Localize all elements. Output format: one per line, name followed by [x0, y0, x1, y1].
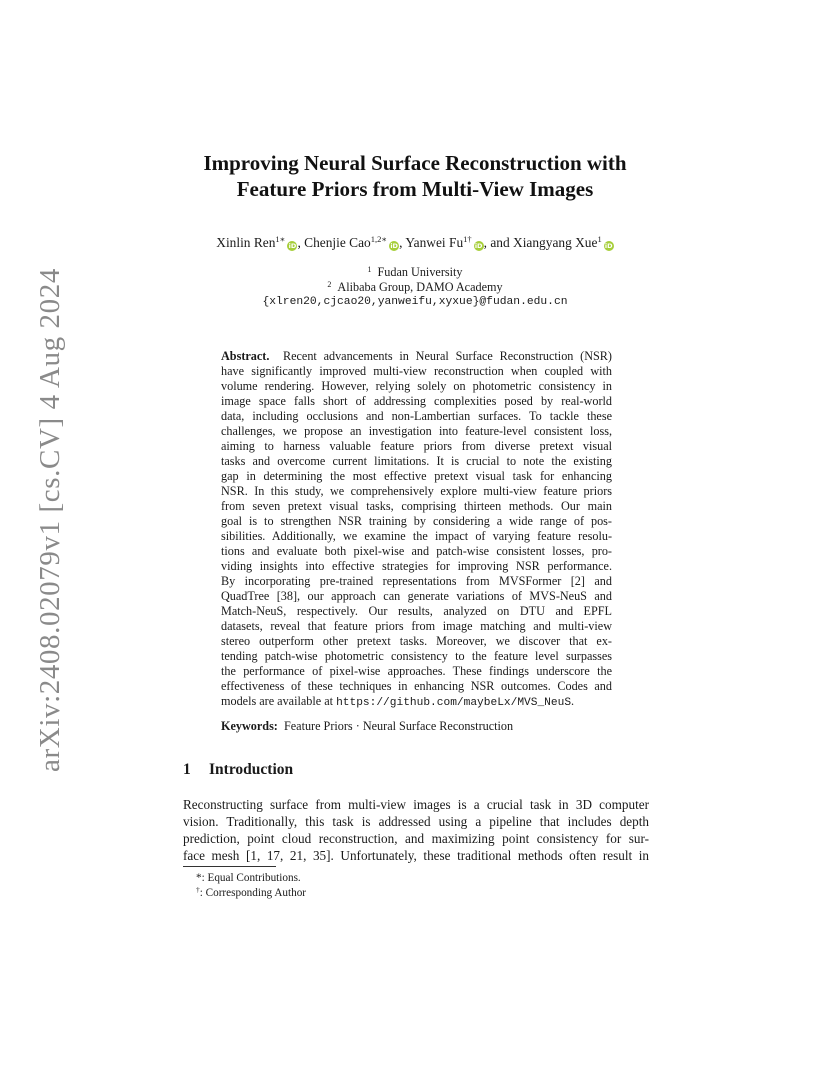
body-line: face mesh [1, 17, 21, 35]. Unfortunately, these traditional methods often result in	[183, 848, 649, 863]
keywords-label: Keywords:	[221, 719, 278, 733]
author-emails[interactable]: {xlren20,cjcao20,yanweifu,xyxue}@fudan.edu.cn	[262, 296, 568, 308]
abstract-line: effectiveness of these techniques in enhancing NSR outcomes. Codes and	[221, 679, 612, 693]
footnote: †: Corresponding Author	[196, 885, 307, 899]
footnote-rule	[183, 866, 276, 867]
affiliation: $^1$ Fudan University	[367, 265, 463, 279]
abstract-label: Abstract.	[221, 349, 270, 363]
section-number: 1	[183, 761, 191, 778]
abstract-line: the performance of pixel-wise approaches. These findings underscore the	[221, 664, 612, 678]
abstract-line: aiming to harness valuable feature priors from diverse pretext visual	[221, 439, 612, 453]
author: Xinlin Ren$^{1∗}$iD	[216, 234, 297, 250]
abstract-line: stereo outperform other pretext tasks. Moreover, we discover that ex-	[221, 634, 612, 648]
abstract-line: viding insights into effective strategies for improving NSR performance.	[221, 559, 612, 573]
author: Yanwei $Fu^{1\dagger}iD$	[405, 234, 483, 250]
author: Chenjie Cao$^{1,2∗}$iD	[304, 234, 398, 250]
footnote: *: Equal Contributions.	[196, 872, 301, 884]
abstract-line: models are available at https://github.com/maybeLx/MVS_NeuS.	[221, 694, 575, 709]
abstract-line: Abstract. Recent advancements in Neural Surface Reconstruction (NSR)	[221, 349, 612, 363]
affiliation: $^2$ Alibaba Group, DAMO Academy	[327, 280, 503, 294]
keywords	[221, 719, 513, 734]
abstract-line: goal is to strengthen NSR training by considering a wide range of pos-	[221, 514, 612, 528]
abstract-line: sibilities. Additionally, we examine the impact of varying feature resolu-	[221, 529, 612, 543]
abstract-line: tions and evaluate both pixel-wise and patch-wise consistent losses, pro-	[221, 544, 612, 558]
arxiv-identifier: arXiv:2408.02079v1 [cs.CV] 4 Aug 2024	[34, 268, 66, 772]
section-heading	[183, 761, 293, 779]
abstract-line: datasets, reveal that feature priors from image matching and multi-view	[221, 619, 612, 633]
abstract-line: challenges, we propose an investigation into feature-level consistent loss,	[221, 424, 612, 438]
paper-title	[150, 150, 680, 202]
author: Xiangyang Xue$^1$iD	[513, 234, 613, 250]
abstract-line: QuadTree [38], our approach can generate variations of MVS-NeuS and	[221, 589, 612, 603]
abstract-line: data, including occlusions and non-Lambertian surfaces. To tackle these	[221, 409, 612, 423]
body-line: vision. Traditionally, this task is addressed using a pipeline that includes depth	[183, 814, 649, 829]
abstract-line: NSR. In this study, we comprehensively explore multi-view feature priors	[221, 484, 612, 498]
body-line: prediction, point cloud reconstruction, and maximizing point consistency for sur-	[183, 831, 649, 846]
orcid-icon[interactable]: iD	[390, 242, 398, 250]
abstract-line: volume rendering. However, relying solely on photometric consistency in	[221, 379, 612, 393]
author-list: Xinlin Ren$^{1∗}$iD, Chenjie Cao$^{1,2∗}$iD, Yanwei $Fu^{1\dagger}iD$, and Xiangyang Xue$^1$iD	[216, 234, 613, 250]
abstract-line: tasks and overcome current limitations. It is crucial to note the existing	[221, 454, 612, 468]
abstract-line: tending patch-wise photometric consistency to the feature level surpasses	[221, 649, 612, 663]
abstract-line: gap in determining the most effective pretext visual task for enhancing	[221, 469, 612, 483]
orcid-icon[interactable]: iD	[604, 242, 613, 250]
body-line: Reconstructing surface from multi-view images is a crucial task in 3D computer	[183, 797, 649, 812]
keywords-text: Feature Priors · Neural Surface Reconstruction	[283, 719, 514, 733]
orcid-icon[interactable]: iD	[288, 242, 297, 250]
title-line-1: Improving Neural Surface Reconstruction with	[203, 151, 627, 175]
abstract-line: By incorporating pre-trained representations from MVSFormer [2] and	[221, 574, 612, 588]
abstract-line: have significantly improved multi-view reconstruction when coupled with	[221, 364, 612, 378]
abstract-line: from seven pretext visual tasks, comprising thirteen methods. Our main	[221, 499, 612, 513]
abstract-line: image space falls short of addressing complexities posed by real-world	[221, 394, 612, 408]
section-title: Introduction	[209, 761, 294, 778]
orcid-icon[interactable]: iD	[474, 242, 483, 250]
code-link[interactable]: https://github.com/maybeLx/MVS_NeuS	[336, 697, 572, 709]
abstract-line: Match-NeuS, respectively. Our results, analyzed on DTU and EPFL	[221, 604, 612, 618]
title-line-2: Feature Priors from Multi-View Images	[236, 177, 594, 201]
